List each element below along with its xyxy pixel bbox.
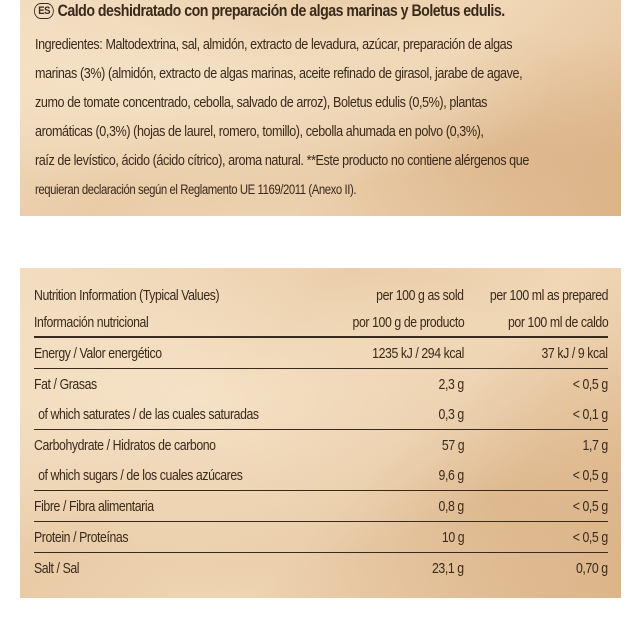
value-as-prepared: < 0,5 g (572, 466, 608, 484)
nutrient-label: Salt / Sal (34, 559, 80, 577)
value-as-sold: 10 g (441, 528, 464, 546)
header-row (34, 282, 608, 309)
header-title-en: Nutrition Information (Typical Values) (34, 287, 220, 304)
header-col-prepared-es: por 100 ml de caldo (507, 314, 608, 331)
value-as-sold: 0,8 g (438, 497, 464, 515)
ingredients-line: Ingredientes: Maltodextrina, sal, almidón, extracto de levadura, azúcar, preparación de algas (35, 36, 513, 53)
nutrient-label: Carbohydrate / Hidratos de carbono (34, 436, 216, 454)
table-row (34, 491, 608, 522)
table-row (34, 553, 608, 584)
table-row (34, 430, 608, 461)
nutrition-table (34, 282, 608, 583)
value-as-prepared: < 0,5 g (572, 497, 608, 515)
table-row (34, 369, 608, 400)
value-as-sold: 0,3 g (438, 405, 464, 423)
nutrient-label: Protein / Proteínas (34, 528, 129, 546)
ingredients-line: zumo de tomate concentrado, cebolla, salvado de arroz), Boletus edulis (0,5%), plantas (35, 94, 488, 111)
value-as-sold: 9,6 g (438, 466, 464, 484)
header-row (34, 309, 608, 337)
value-as-prepared: < 0,5 g (572, 375, 608, 393)
value-as-sold: 23,1 g (432, 559, 464, 577)
ingredients-title (34, 2, 533, 21)
table-row (34, 399, 608, 430)
value-as-prepared: 1,7 g (582, 436, 608, 454)
value-as-prepared: < 0,1 g (572, 405, 608, 423)
nutrient-label: of which sugars / de los cuales azúcares (38, 466, 243, 484)
nutrient-label: Fat / Grasas (34, 375, 97, 393)
ingredients-line: marinas (3%) (almidón, extracto de algas marinas, aceite refinado de girasol, jarabe de agave, (35, 65, 523, 82)
header-col-sold-en: per 100 g as sold (376, 287, 464, 304)
value-as-prepared: < 0,5 g (572, 528, 608, 546)
language-badge: ES (34, 3, 54, 19)
ingredients-line: aromáticas (0,3%) (hojas de laurel, romero, tomillo), cebolla ahumada en polvo (0,3%), (35, 123, 484, 140)
table-row (34, 337, 608, 369)
nutrient-label: Fibre / Fibra alimentaria (34, 497, 154, 515)
nutrient-label: Energy / Valor energético (34, 344, 162, 362)
table-row (34, 522, 608, 553)
header-col-sold-es: por 100 g de producto (352, 314, 464, 331)
allergen-note: requieran declaración según el Reglamento UE 1169/2011 (Anexo II). (35, 182, 357, 197)
value-as-sold: 57 g (441, 436, 464, 454)
value-as-sold: 1235 kJ / 294 kcal (372, 344, 464, 362)
header-col-prepared-en: per 100 ml as prepared (489, 287, 608, 304)
nutrient-label: of which saturates / de las cuales saturadas (38, 405, 259, 423)
ingredients-line: raíz de levístico, ácido (ácido cítrico), aroma natural. **Este producto no contiene alérgenos que (35, 152, 529, 169)
value-as-prepared: 37 kJ / 9 kcal (541, 344, 608, 362)
table-row (34, 460, 608, 491)
ingredients-panel (20, 0, 621, 216)
product-title: Caldo deshidratado con preparación de algas marinas y Boletus edulis. (57, 2, 505, 20)
value-as-prepared: 0,70 g (576, 559, 608, 577)
header-title-es: Información nutricional (34, 314, 149, 331)
nutrition-panel (20, 268, 621, 598)
value-as-sold: 2,3 g (438, 375, 464, 393)
